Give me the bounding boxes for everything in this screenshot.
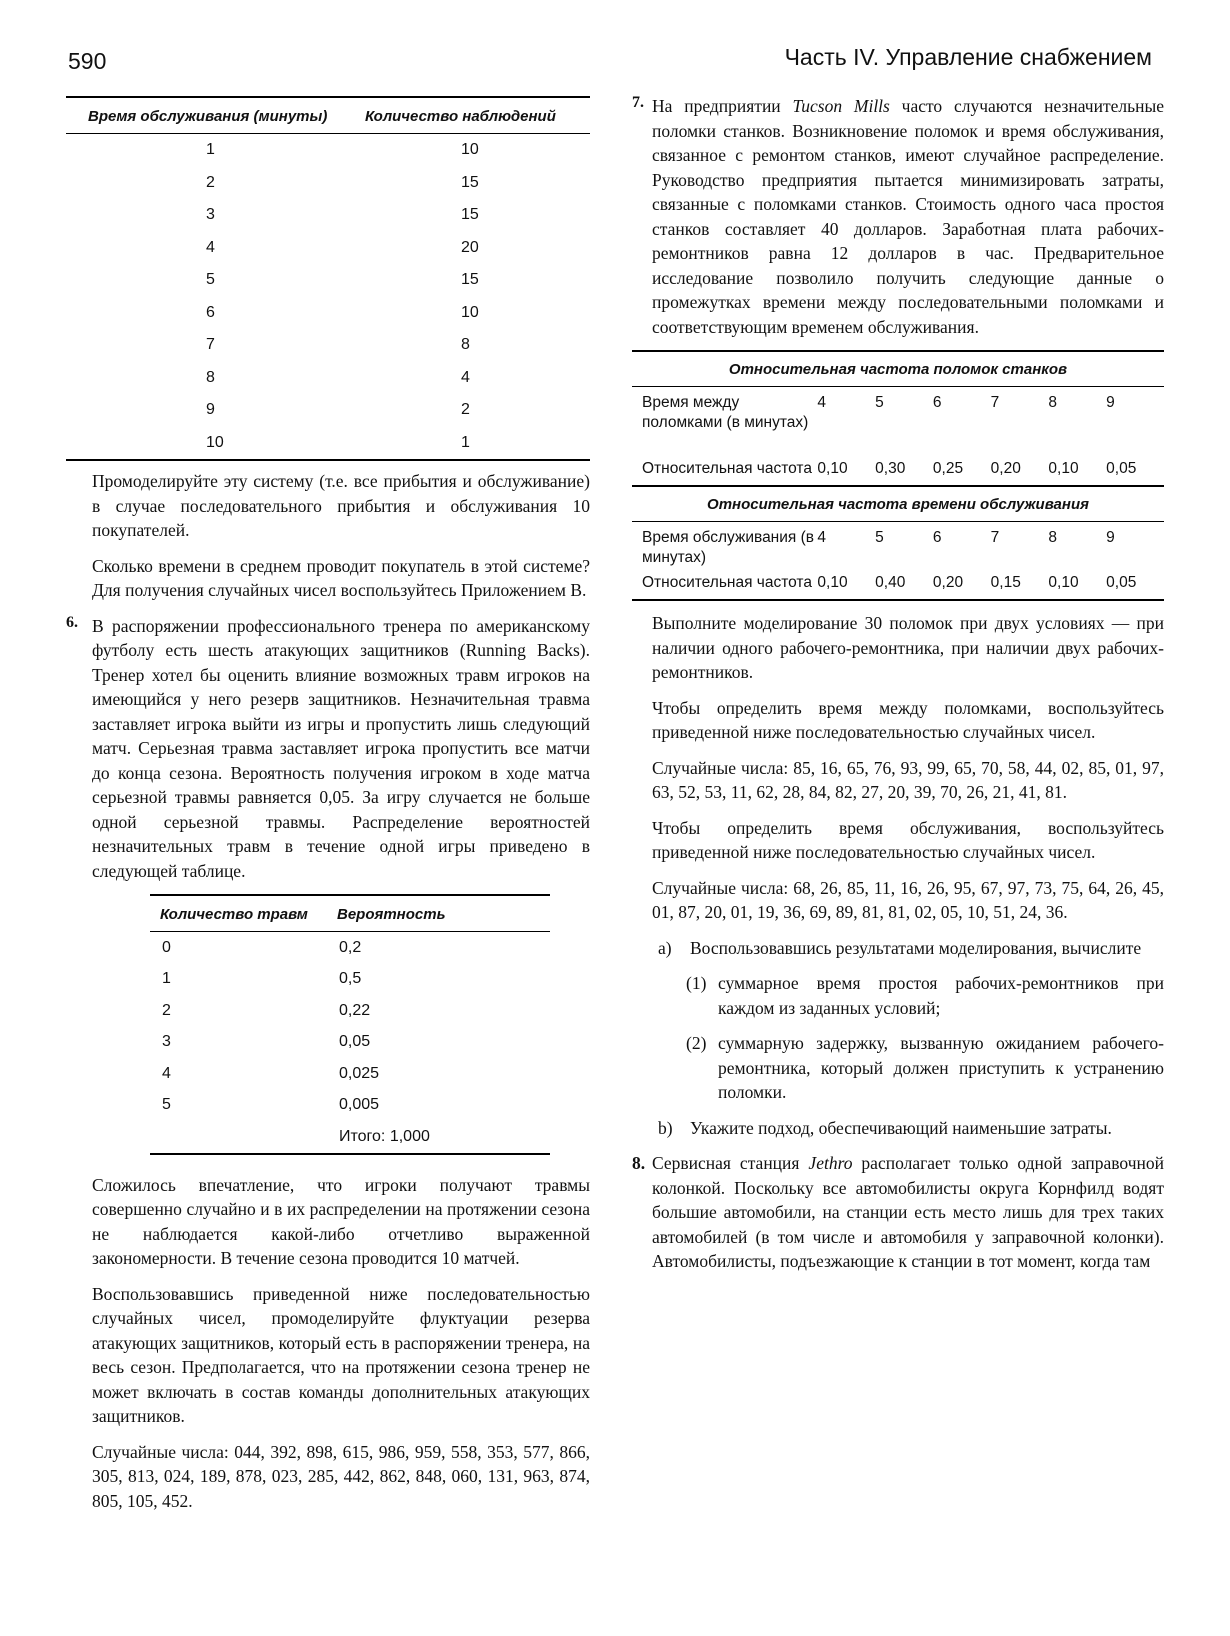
- left-column: [66, 96, 590, 1524]
- table-row: [66, 427, 590, 461]
- observation-count-cell: 8: [461, 336, 470, 354]
- service-time-cell: 8: [206, 368, 215, 386]
- service-time-cell: 6: [206, 303, 215, 321]
- observation-count-cell: 15: [461, 271, 479, 289]
- table-row: [66, 329, 590, 362]
- table-row: [150, 964, 550, 996]
- injury-table-header-count: Количество травм: [150, 895, 327, 932]
- injury-count-cell: 3: [162, 1033, 171, 1051]
- question-8: [632, 1151, 1164, 1274]
- service-time-cell: 2: [206, 173, 215, 191]
- injury-count-cell: 1: [162, 970, 171, 988]
- injury-probability-table: [150, 894, 550, 1155]
- table-row: [66, 394, 590, 427]
- probability-cell: 0,005: [339, 1096, 380, 1114]
- table-row: [150, 1058, 550, 1090]
- service-time-cell: 1: [206, 141, 215, 159]
- service-time-cell: 4: [206, 238, 215, 256]
- table-row: [632, 571, 1164, 600]
- table-cell: 6: [932, 394, 942, 411]
- table-row: [150, 1090, 550, 1122]
- observation-count-cell: 4: [461, 368, 470, 386]
- injury-count-cell: 5: [162, 1096, 171, 1114]
- probability-cell: 0,2: [339, 938, 362, 956]
- table-row: [66, 167, 590, 200]
- table-cell: 0,40: [875, 574, 906, 591]
- table-cell: 0,25: [932, 459, 964, 477]
- table-cell: 9: [1106, 528, 1115, 546]
- table-row: [150, 1027, 550, 1059]
- question-text: Сервисная станция Jethro располагает только одной заправочной колонкой. Поскольку все автомобилисты округа Корнфилд водят большие автомобили, на станции есть место лишь для трех таких автомобилей (в том числе и автомобиля у заправочной колонки). Автомобилисты, подъезжающие к станции в тот момент, когда там: [652, 1153, 1164, 1271]
- injury-count-cell: 4: [162, 1064, 171, 1082]
- paragraph: Промоделируйте эту систему (т.е. все прибытия и обслуживание) в случае последовательного прибытия и обслуживания 10 покупателей.: [92, 471, 590, 540]
- service-time-cell: 10: [206, 433, 224, 451]
- observation-count-cell: 2: [461, 401, 470, 419]
- table-row: [150, 995, 550, 1027]
- service-table-header-time: Время обслуживания (минуты): [66, 97, 341, 134]
- paragraph: Случайные числа: 85, 16, 65, 76, 93, 99, 65, 70, 58, 44, 02, 85, 01, 97, 63, 52, 53, 11, 62, 28, 84, 82, 27, 20, 39, 70, 26, 21, 41, 81.: [652, 757, 1164, 802]
- table-cell: 4: [817, 394, 827, 411]
- table-row: [150, 1121, 550, 1154]
- table-total: Итого: 1,000: [339, 1127, 430, 1145]
- paragraph: Чтобы определить время обслуживания, воспользуйтесь приведенной ниже последовательностью случайных чисел.: [652, 817, 1164, 862]
- table-row: [632, 387, 1164, 457]
- table-row: [66, 232, 590, 265]
- right-column: [632, 94, 1164, 1285]
- service-time-cell: 5: [206, 271, 215, 289]
- injury-table-header-prob: Вероятность: [327, 895, 550, 932]
- subquestion-a2: [632, 1031, 1164, 1105]
- probability-cell: 0,025: [339, 1064, 380, 1082]
- table-cell: 0,15: [990, 574, 1021, 591]
- table-cell: 4: [817, 528, 827, 546]
- observation-count-cell: 10: [461, 141, 479, 159]
- paragraph: Воспользовавшись приведенной ниже последовательностью случайных чисел, промоделируйте флуктуации резерва атакующих защитников, который есть в распоряжении тренера, на весь сезон. Предполагается, что на протяжении сезона тренер не может включать в состав команды дополнительных атакующих защитников.: [92, 1283, 590, 1426]
- table-cell: 0,10: [1048, 459, 1079, 477]
- observation-count-cell: 15: [461, 206, 479, 224]
- table-cell: 0,05: [1106, 459, 1137, 477]
- probability-cell: 0,05: [339, 1033, 371, 1051]
- running-head: Часть IV. Управление снабжением: [784, 44, 1152, 70]
- subquestion-a1: [632, 971, 1164, 1020]
- question-7: [632, 94, 1164, 339]
- subquestion-label: b): [658, 1117, 673, 1138]
- table-cell: 0,10: [1048, 574, 1079, 591]
- service-table-header-count: Количество наблюдений: [341, 97, 590, 134]
- table-cell: 0,10: [817, 459, 848, 477]
- service-time-cell: 3: [206, 206, 215, 224]
- paragraph: Чтобы определить время между поломками, воспользуйтесь приведенной ниже последовательностью случайных чисел.: [652, 697, 1164, 742]
- table-cell: 8: [1048, 528, 1058, 546]
- subquestion-text: суммарную задержку, вызванную ожиданием рабочего-ремонтника, который должен приступить к устранению поломки.: [718, 1033, 1164, 1102]
- paragraph: Выполните моделирование 30 поломок при двух условиях — при наличии одного рабочего-ремонтника, при наличии двух рабочих-ремонтников.: [652, 613, 1164, 682]
- subquestion-text: Укажите подход, обеспечивающий наименьшие затраты.: [690, 1117, 1112, 1138]
- paragraph: Случайные числа: 044, 392, 898, 615, 986, 959, 558, 353, 577, 866, 305, 813, 024, 189, 878, 023, 285, 442, 862, 848, 060, 131, 963, 874, 805, 105, 452.: [92, 1441, 590, 1511]
- question-number: 6.: [66, 613, 78, 631]
- row-label: Время обслуживания (в минутах): [642, 528, 814, 566]
- table-cell: 8: [1048, 394, 1058, 411]
- subquestion-label: (2): [686, 1033, 707, 1053]
- paragraph: Сложилось впечатление, что игроки получают травмы совершенно случайно и в их распределении на протяжении сезона не наблюдается какой-либо отчетливо выраженной закономерности. В течение сезона проводится 10 матчей.: [92, 1174, 590, 1268]
- probability-cell: 0,5: [339, 970, 362, 988]
- table-caption: Относительная частота времени обслуживания: [632, 486, 1164, 522]
- table-row: [66, 362, 590, 395]
- table-cell: 0,30: [875, 459, 906, 477]
- table-cell: 0,20: [990, 459, 1021, 477]
- service-time-cell: 7: [206, 336, 215, 354]
- observation-count-cell: 15: [461, 173, 479, 191]
- service-time-table: [66, 96, 590, 461]
- service-time-cell: 9: [206, 401, 215, 419]
- row-label: Относительная частота: [642, 459, 812, 477]
- observation-count-cell: 10: [461, 303, 479, 321]
- observation-count-cell: 1: [461, 433, 470, 451]
- table-row: [66, 199, 590, 232]
- table-cell: 5: [875, 394, 884, 411]
- subquestion-label: a): [658, 937, 672, 958]
- table-row: [66, 264, 590, 297]
- table-cell: 0,10: [817, 574, 848, 591]
- table-cell: 5: [875, 528, 884, 546]
- question-6: [66, 614, 590, 884]
- observation-count-cell: 20: [461, 238, 479, 256]
- table-cell: 0,05: [1106, 574, 1137, 591]
- table-row: [632, 521, 1164, 571]
- subquestion-a: [632, 936, 1164, 961]
- table-row: [66, 134, 590, 167]
- table-cell: 7: [990, 394, 1000, 411]
- subquestion-label: (1): [686, 973, 707, 993]
- subquestion-text: Воспользовавшись результатами моделирования, вычислите: [690, 937, 1142, 958]
- injury-count-cell: 0: [162, 938, 171, 956]
- paragraph: Сколько времени в среднем проводит покупатель в этой системе? Для получения случайных чисел воспользуйтесь Приложением В.: [92, 555, 590, 600]
- subquestion-b: [632, 1116, 1164, 1141]
- page-number: 590: [68, 48, 107, 74]
- row-label: Время между поломками (в минутах): [642, 394, 809, 431]
- table-row: [150, 932, 550, 964]
- subquestion-text: суммарное время простоя рабочих-ремонтников при каждом из заданных условий;: [718, 973, 1164, 1018]
- paragraph: Случайные числа: 68, 26, 85, 11, 16, 26, 95, 67, 97, 73, 75, 64, 26, 45, 01, 87, 20, 01, 19, 36, 69, 89, 81, 81, 02, 05, 10, 51, 24, 36.: [652, 877, 1164, 922]
- question-number: 7.: [632, 94, 644, 111]
- company-name: Tucson Mills: [792, 96, 890, 116]
- company-name: Jethro: [808, 1153, 853, 1173]
- table-caption: Относительная частота поломок станков: [632, 351, 1164, 387]
- frequency-table: [632, 350, 1164, 601]
- table-row: [632, 457, 1164, 486]
- row-label: Относительная частота: [642, 574, 812, 591]
- table-row: [66, 297, 590, 330]
- table-cell: 9: [1106, 394, 1115, 411]
- question-number: 8.: [632, 1153, 646, 1173]
- question-text: На предприятии Tucson Mills часто случаются незначительные поломки станков. Возникновение поломок и время обслуживания, связанное с ремонтом станков, имеют случайное распределение. Руководство предприятия пытается минимизировать затраты, связанные с поломками станков. Стоимость одного часа простоя станков составляет 40 долларов. Заработная плата рабочих-ремонтников равна 12 долларов в час. Предварительное исследование позволило получить следующие данные о промежутках времени между последовательными поломками и соответствующим временем обслуживания.: [652, 96, 1164, 337]
- question-text: В распоряжении профессионального тренера по американскому футболу есть шесть атакующих защитников (Running Backs). Тренер хотел бы оценить влияние возможных травм игроков на имеющийся у него резерв защитников. Незначительная травма заставляет игрока выйти из игры и пропустить лишь следующий матч. Серьезная травма заставляет игрока пропустить все матчи до конца сезона. Вероятность получения игроком в ходе матча серьезной травмы равняется 0,05. За игру случается не больше одной серьезной травмы. Распределение вероятностей незначительных травм в течение одной игры приведено в следующей таблице.: [92, 615, 590, 881]
- injury-count-cell: 2: [162, 1001, 171, 1019]
- probability-cell: 0,22: [339, 1001, 371, 1019]
- table-cell: 6: [932, 528, 942, 546]
- table-cell: 0,20: [932, 574, 964, 591]
- table-cell: 7: [990, 528, 1000, 546]
